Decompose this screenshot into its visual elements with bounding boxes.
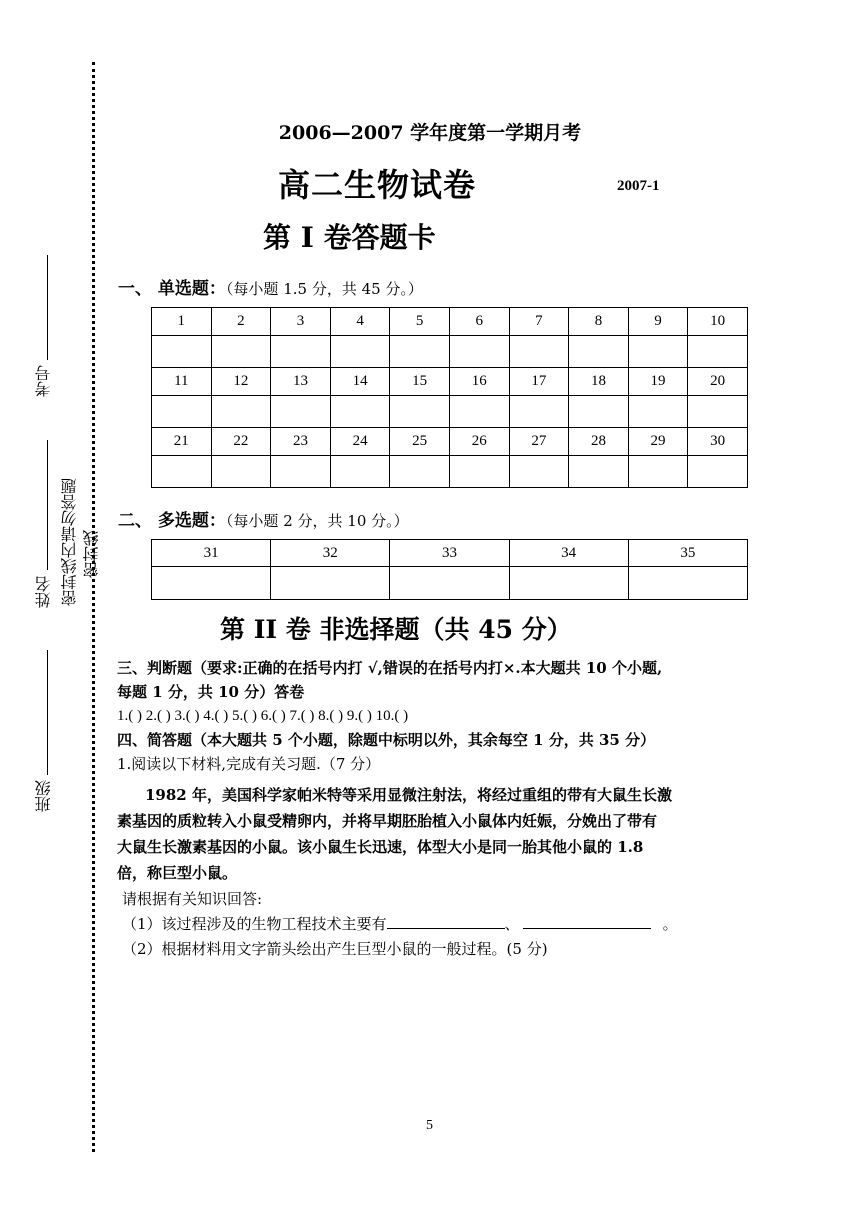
question-number-cell: 21	[152, 428, 212, 456]
answer-cell[interactable]	[330, 336, 390, 368]
answer-row	[152, 396, 748, 428]
answer-cell[interactable]	[688, 336, 748, 368]
answer-cell[interactable]	[211, 396, 271, 428]
judge-answers: 1.( ) 2.( ) 3.( ) 4.( ) 5.( ) 6.( ) 7.( ) 8.( ) 9.( ) 10.( )	[117, 708, 409, 724]
exam-date: 2007-1	[617, 178, 660, 194]
question-number-cell: 23	[271, 428, 331, 456]
answer-cell[interactable]	[449, 456, 509, 488]
kaohao-blank	[47, 255, 48, 360]
part2-title: 第 II 卷 非选择题（共 45 分）	[220, 615, 572, 644]
question-number-cell: 6	[449, 308, 509, 336]
question-number-cell: 10	[688, 308, 748, 336]
answer-cell[interactable]	[569, 396, 629, 428]
answer-cell[interactable]	[628, 336, 688, 368]
answer-cell[interactable]	[628, 396, 688, 428]
short-answer-heading: 四、简答题（本大题共 5 个小题，除题中标明以外，其余每空 1 分，共 35 分）	[117, 731, 656, 749]
multi-choice-table	[151, 539, 748, 600]
question-number-cell: 17	[509, 368, 569, 396]
question-number-cell: 22	[211, 428, 271, 456]
question-number-cell: 3	[271, 308, 331, 336]
xingming-label: 姓名	[34, 576, 53, 608]
judge-heading-line1: 三、判断题（要求:正确的在括号内打 √,错误的在括号内打×.本大题共 10 个小题,	[117, 659, 663, 677]
answer-cell[interactable]	[628, 456, 688, 488]
question-number-cell: 9	[628, 308, 688, 336]
answer-cell[interactable]	[509, 567, 628, 600]
answer-cell[interactable]	[152, 336, 212, 368]
question-number-cell: 11	[152, 368, 212, 396]
question-number-cell: 33	[390, 540, 509, 567]
answer-cell[interactable]	[271, 456, 331, 488]
question-1: 1.阅读以下材料,完成有关习题.（7 分）	[117, 755, 381, 773]
answer-cell[interactable]	[152, 567, 271, 600]
answer-cell[interactable]	[390, 396, 450, 428]
answer-cell[interactable]	[271, 396, 331, 428]
answer-cell[interactable]	[390, 456, 450, 488]
answer-cell[interactable]	[509, 336, 569, 368]
question-number-cell: 34	[509, 540, 628, 567]
answer-cell[interactable]	[271, 567, 390, 600]
question-number-cell: 26	[449, 428, 509, 456]
question-number-cell: 31	[152, 540, 271, 567]
question-number-cell: 16	[449, 368, 509, 396]
multi-choice-heading: 二、 多选题：（每小题 2 分，共 10 分。）	[118, 511, 409, 531]
seal-note: 密封线内请勿答题	[60, 478, 79, 606]
answer-cell[interactable]	[449, 396, 509, 428]
answer-blank-2[interactable]	[523, 914, 651, 929]
single-choice-table	[151, 307, 748, 488]
question-number-cell: 14	[330, 368, 390, 396]
material-line-1: 1982 年，美国科学家帕米特等采用显微注射法，将经过重组的带有大鼠生长激	[145, 786, 672, 804]
question-number-cell: 5	[390, 308, 450, 336]
material-line-3: 大鼠生长激素基因的小鼠。该小鼠生长迅速，体型大小是同一胎其他小鼠的 1.8	[117, 838, 644, 856]
question-number-row	[152, 368, 748, 396]
answer-cell[interactable]	[271, 336, 331, 368]
answer-cell[interactable]	[211, 456, 271, 488]
answer-cell[interactable]	[390, 567, 509, 600]
answer-cell[interactable]	[509, 456, 569, 488]
answer-cell[interactable]	[211, 336, 271, 368]
banji-blank	[47, 650, 48, 775]
question-number-cell: 32	[271, 540, 390, 567]
answer-cell[interactable]	[330, 396, 390, 428]
answer-row	[152, 336, 748, 368]
seal-line-label: 密封线	[82, 530, 101, 578]
material-line-2: 素基因的质粒转入小鼠受精卵内，并将早期胚胎植入小鼠体内妊娠，分娩出了带有	[117, 812, 658, 830]
answer-cell[interactable]	[390, 336, 450, 368]
answer-cell[interactable]	[628, 567, 747, 600]
question-number-cell: 15	[390, 368, 450, 396]
answer-cell[interactable]	[569, 336, 629, 368]
answer-cell[interactable]	[688, 396, 748, 428]
question-number-cell: 7	[509, 308, 569, 336]
question-number-row	[152, 428, 748, 456]
question-number-cell: 19	[628, 368, 688, 396]
answer-cell[interactable]	[449, 336, 509, 368]
answer-prompt: 请根据有关知识回答:	[122, 890, 263, 908]
question-number-cell: 35	[628, 540, 747, 567]
judge-heading-line2: 每题 1 分，共 10 分）答卷	[117, 683, 305, 701]
material-line-4: 倍，称巨型小鼠。	[117, 864, 238, 882]
question-number-cell: 8	[569, 308, 629, 336]
answer-cell[interactable]	[152, 456, 212, 488]
seal-dotted-line	[92, 62, 95, 1152]
page-number: 5	[426, 1118, 433, 1133]
question-number-row	[152, 540, 748, 567]
banji-label: 班级	[34, 780, 53, 812]
sub-question-2: （2）根据材料用文字箭头绘出产生巨型小鼠的一般过程。(5 分)	[122, 940, 548, 958]
kaohao-label: 考号	[34, 365, 53, 397]
question-number-cell: 28	[569, 428, 629, 456]
answer-cell[interactable]	[152, 396, 212, 428]
question-number-cell: 1	[152, 308, 212, 336]
question-number-cell: 4	[330, 308, 390, 336]
question-number-cell: 30	[688, 428, 748, 456]
sub-question-1: （1）该过程涉及的生物工程技术主要有 、 。	[122, 915, 678, 933]
question-number-cell: 20	[688, 368, 748, 396]
question-number-cell: 25	[390, 428, 450, 456]
answer-cell[interactable]	[688, 456, 748, 488]
answer-cell[interactable]	[569, 456, 629, 488]
answer-row	[152, 456, 748, 488]
question-number-cell: 2	[211, 308, 271, 336]
exam-title: 2006—2007 学年度第一学期月考	[278, 122, 582, 144]
question-number-cell: 29	[628, 428, 688, 456]
answer-blank-1[interactable]	[387, 914, 505, 929]
question-number-cell: 27	[509, 428, 569, 456]
answer-cell[interactable]	[509, 396, 569, 428]
xingming-blank	[47, 440, 48, 570]
question-number-cell: 24	[330, 428, 390, 456]
paper-title: 高二生物试卷	[278, 166, 477, 204]
single-choice-heading: 一、 单选题：（每小题 1.5 分，共 45 分。）	[118, 279, 423, 299]
answer-card-title: 第 I 卷答题卡	[263, 221, 436, 254]
answer-row	[152, 567, 748, 600]
question-number-row	[152, 308, 748, 336]
question-number-cell: 18	[569, 368, 629, 396]
question-number-cell: 12	[211, 368, 271, 396]
question-number-cell: 13	[271, 368, 331, 396]
answer-cell[interactable]	[330, 456, 390, 488]
